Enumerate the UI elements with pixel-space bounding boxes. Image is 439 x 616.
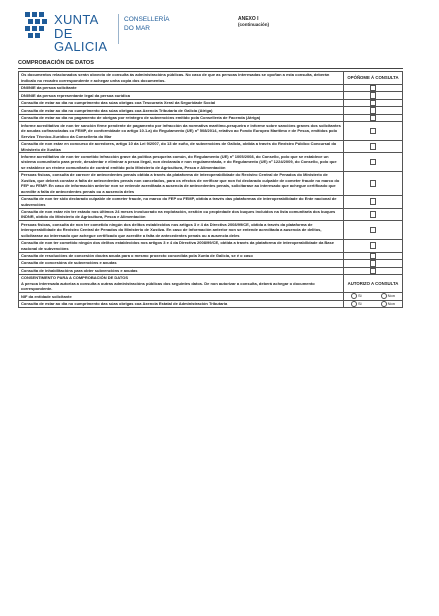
oppose-checkbox[interactable] bbox=[370, 115, 377, 122]
oppose-checkbox-cell bbox=[344, 239, 403, 252]
oppose-checkbox-cell bbox=[344, 208, 403, 221]
table-row bbox=[19, 300, 403, 307]
row-label: Persoas físicas, consulta de carecer de antecedentes penais obtida a través da plataforma de interoperabilidade do Rexistro Central de Penados do Ministerio de Xustiza, que deberá constar a falta de antecedentes penais non cancelados, para os efectos de verificar que non foi declarado culpable de cometer fraude no marco do FEP ou FEMP. En caso de información anterior non se entende acreditada a ausencia de antecedentes penais, solicitarase ao interesado que achegue certificado que acredite a falta de antecedentes penais ou a ausencia deles bbox=[19, 171, 344, 195]
oppose-checkbox[interactable] bbox=[370, 211, 377, 218]
oppose-checkbox[interactable] bbox=[370, 180, 377, 187]
oppose-checkbox[interactable] bbox=[370, 128, 377, 135]
table-row bbox=[19, 260, 403, 268]
table-row bbox=[19, 252, 403, 260]
table-row bbox=[19, 153, 403, 171]
consent-title: CONSENTIMENTO PARA A COMPROBACIÓN DE DATOS bbox=[21, 275, 129, 281]
section-title: COMPROBACIÓN DE DATOS bbox=[18, 60, 403, 69]
table-row bbox=[19, 140, 403, 153]
oppose-checkbox[interactable] bbox=[370, 92, 377, 99]
radio-no-label: Non bbox=[387, 293, 395, 299]
oppose-checkbox-cell bbox=[344, 195, 403, 208]
oppose-checkbox[interactable] bbox=[370, 227, 377, 234]
radio-no[interactable] bbox=[381, 301, 387, 307]
row-label: Consulta de estar ao día no pagamento de obrigas por reintegro de subvencións emitido pola Consellería de Facenda (Atriga) bbox=[19, 114, 344, 122]
oppose-checkbox[interactable] bbox=[370, 198, 377, 205]
oppose-checkbox-cell bbox=[344, 260, 403, 268]
radio-yes[interactable] bbox=[351, 301, 357, 307]
row-label: Consulta de estar ao día no cumprimento das súas obrigas coa Axencia Estatal de Administración Tributaria bbox=[19, 300, 344, 307]
oppose-checkbox-cell bbox=[344, 92, 403, 100]
row-label: Consulta de non estar en concurso de acredores, artigo 10 da Lei 9/2007, do 13 de xuño, de subvencións de Galicia, obtida a través do Rexistro Público Concursal do Ministerio de Xustiza bbox=[19, 140, 344, 153]
oppose-checkbox-cell bbox=[344, 114, 403, 122]
logo-title: XUNTA bbox=[54, 12, 99, 27]
row-label: Consulta de concesións de subvencións e axudas bbox=[19, 260, 344, 268]
authorize-no-option[interactable] bbox=[381, 293, 395, 299]
radio-no-label: Non bbox=[387, 300, 395, 306]
table-row bbox=[19, 114, 403, 122]
oppose-checkbox[interactable] bbox=[370, 253, 377, 260]
consent-header-row bbox=[19, 275, 403, 293]
table-row bbox=[19, 84, 403, 92]
authorize-radio-cell bbox=[344, 293, 403, 300]
radio-yes[interactable] bbox=[351, 293, 357, 299]
oppose-checkbox[interactable] bbox=[370, 159, 377, 166]
annex-title: ANEXO I bbox=[238, 16, 259, 22]
radio-yes-label: Si bbox=[358, 300, 362, 306]
table-row bbox=[19, 267, 403, 275]
oppose-checkbox[interactable] bbox=[370, 85, 377, 92]
opposition-intro: Os documentos relacionados serán obxecto de consulta ás administracións públicas. No caso de que as persoas interesadas se opoñan a esta consulta, deberán indicalo no recadro correspondente e achegar unha copia dos documentos. bbox=[19, 72, 344, 85]
oppose-checkbox-cell bbox=[344, 122, 403, 140]
radio-no[interactable] bbox=[381, 293, 387, 299]
oppose-checkbox[interactable] bbox=[370, 143, 377, 150]
oppose-checkbox-cell bbox=[344, 171, 403, 195]
table-row bbox=[19, 92, 403, 100]
oppose-checkbox-cell bbox=[344, 221, 403, 239]
oppose-checkbox-cell bbox=[344, 153, 403, 171]
authorize-radio-cell bbox=[344, 300, 403, 307]
table-row bbox=[19, 99, 403, 107]
department-line-2: DO MAR bbox=[124, 25, 150, 32]
consent-intro bbox=[19, 275, 344, 293]
oppose-checkbox[interactable] bbox=[370, 242, 377, 249]
oppose-checkbox[interactable] bbox=[370, 268, 377, 275]
authorize-no-option[interactable] bbox=[381, 301, 395, 307]
logo-subtitle: DE GALICIA bbox=[54, 26, 108, 54]
radio-yes-label: Si bbox=[358, 293, 362, 299]
row-label: Informe acreditativo de non ter sanción firme pendente de pagamento por infracción da normativa marítimo-pesqueira e informe sobre sancións graves dos solicitantes de axudas cofinanciadas co FEMP, de conformidade co artigo 10.1.a) do Regulamento (UE) nº 508/2014, relativo ao Fondo Europeo Marítimo e de Pesca, emitidos polo Servizo Técnico-Xurídico da Consellería do Mar bbox=[19, 122, 344, 140]
table-row bbox=[19, 293, 403, 300]
oppose-checkbox-cell bbox=[344, 140, 403, 153]
row-label: DNI/NIE da persoa solicitante bbox=[19, 84, 344, 92]
row-label: Consulta de inhabilitacións para obter subvencións e axudas bbox=[19, 267, 344, 275]
opposition-header-row bbox=[19, 72, 403, 85]
oppose-checkbox-cell bbox=[344, 252, 403, 260]
oppose-checkbox[interactable] bbox=[370, 100, 377, 107]
oppose-checkbox[interactable] bbox=[370, 107, 377, 114]
table-row bbox=[19, 171, 403, 195]
row-label: DNI/NIE da persoa representante legal da persoa xurídica bbox=[19, 92, 344, 100]
annex-subtitle: (continuación) bbox=[238, 22, 269, 27]
row-label: Consulta de non estar nin ter estado nos últimos 24 meses involucrado na explotación, xestión ou propiedade dos buques incluídos na lista comunitaria dos buques INDNR, obtido do Ministerio de Agricultura, Pesca e Alimentación bbox=[19, 208, 344, 221]
consent-text: A persoa interesada autoriza a consulta a outras administracións públicas dos seguintes datos. De non autorizar a consulta, deberá achegar o documento correspondente. bbox=[21, 280, 315, 292]
row-label: Consulta de estar ao día no cumprimento das súas obrigas coa Axencia Tributaria de Galicia (Atriga) bbox=[19, 107, 344, 115]
oppose-checkbox-cell bbox=[344, 99, 403, 107]
table-row bbox=[19, 208, 403, 221]
table-row bbox=[19, 107, 403, 115]
coat-of-arms-icon bbox=[22, 10, 50, 42]
row-label: NIF da entidade solicitante bbox=[19, 293, 344, 300]
row-label: Persoas físicas, consulta de non ter cometido ningún dos delitos establecidos nos artigos 3 e 4 da Directiva 2008/99/CE, obtida a través da plataforma de interoperabilidade do Rexistro Central de Penados do Ministerio de Xustiza. En caso de información anterior non se entende acreditada a ausencia de delitos, solicitarase ao interesado que achegue certificado que acredite a falta de antecedentes penais ou a ausencia deles bbox=[19, 221, 344, 239]
data-verification-table bbox=[18, 71, 403, 308]
row-label: Consulta de resolucións de concesión doutra axuda para o mesmo proxecto concedida pola Xunta de Galicia, se é o caso bbox=[19, 252, 344, 260]
logo-divider bbox=[118, 14, 119, 44]
row-label: Consulta de estar ao día no cumprimento das súas obrigas coa Tesouraría Xeral da Seguridade Social bbox=[19, 99, 344, 107]
xunta-logo bbox=[22, 10, 112, 54]
oppose-checkbox-cell bbox=[344, 84, 403, 92]
authorize-column-header: AUTORIZO A CONSULTA bbox=[344, 275, 403, 293]
oppose-checkbox-cell bbox=[344, 107, 403, 115]
oppose-checkbox[interactable] bbox=[370, 260, 377, 267]
table-row bbox=[19, 221, 403, 239]
oppose-column-header: OPÓÑOME Á CONSULTA bbox=[344, 72, 403, 85]
row-label: Consulta de non ter sido declarado culpable de cometer fraude, no marco do FEP ou FEMP, obtida a través das plataformas de interoperabilidade do Ente nacional de subvencións bbox=[19, 195, 344, 208]
table-row bbox=[19, 122, 403, 140]
page-header bbox=[20, 6, 420, 54]
table-row bbox=[19, 195, 403, 208]
row-label: Consulta de non ter cometido ningún dos delitos establecidos nos artigos 3 e 4 da Directiva 2008/99/CE, obtida a través da plataforma de interoperabilidade da Base nacional de subvencións bbox=[19, 239, 344, 252]
table-row bbox=[19, 239, 403, 252]
authorize-yes-option[interactable] bbox=[351, 301, 362, 307]
authorize-yes-option[interactable] bbox=[351, 293, 362, 299]
row-label: Informe acreditativo de non ter cometido infracción grave da política pesqueira común, do Regulamento (UE) nº 1005/2008, do Consello, polo que se establece un sistema comunitario para previr, desalentar e eliminar a pesca ilegal, non declarada e non regulamentada, e do Regulamento (UE) nº 1224/2009, do Consello, polo que se establece un réxime comunitario de control emitido polo Ministerio de Agricultura, Pesca e Alimentación bbox=[19, 153, 344, 171]
oppose-checkbox-cell bbox=[344, 267, 403, 275]
department-line-1: CONSELLERÍA bbox=[124, 16, 170, 23]
